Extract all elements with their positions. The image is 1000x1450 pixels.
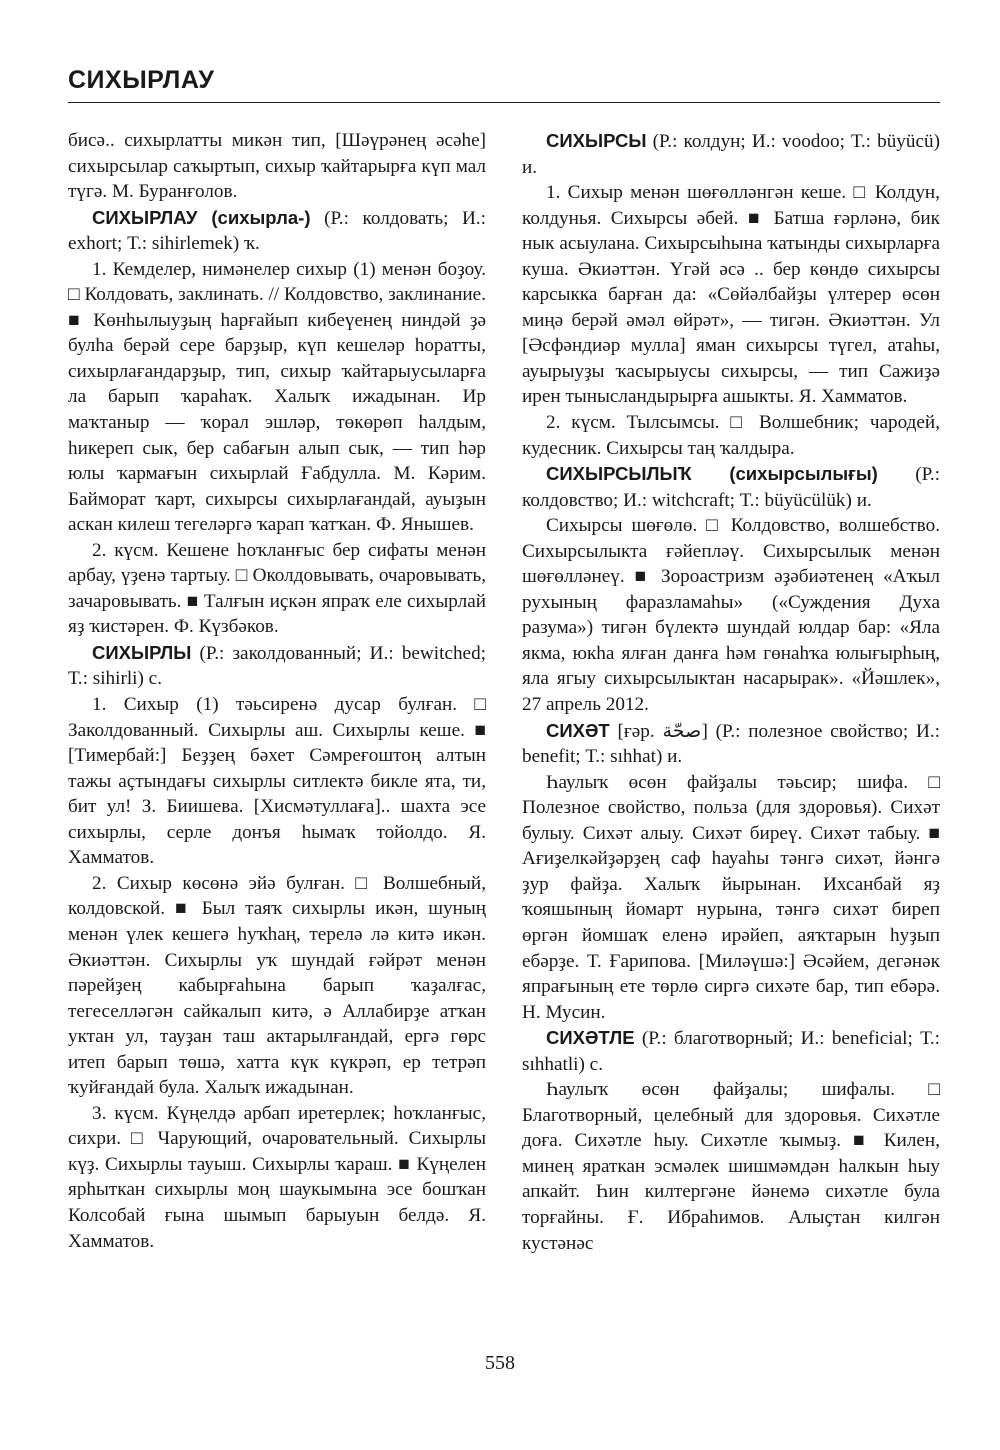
headword: СИХЫРСЫ <box>546 130 647 151</box>
entry-body: Һаулыҡ өсөн файҙалы; шифалы. □ Благотворный, целебный для здоровья. Сихәтле доға. Сихәтле һыу. Сихәтле ҡымыҙ. ■ Килен, минең яраткан эсмәлек шишмәмдән һалкын һыу апкайт. Һин килтергәне йәнемә сихәтле була торғайны. Ғ. Ибраһимов. Алыҫтан килгән кустәнәс <box>522 1079 940 1254</box>
entry-gloss: (Р.: колдун; И.: voodoo; Т.: büyücü) и. <box>522 131 940 178</box>
entry-gloss: [ғәр. صحّة] (Р.: полезное свойство; И.: benefit; Т.: sıhhat) и. <box>522 720 940 768</box>
headword: СИХЫРСЫЛЫҠ (сихырсылығы) <box>546 463 878 485</box>
entry-gloss: (Р.: благотворный; И.: beneficial; Т.: sıhhatli) с. <box>522 1028 940 1075</box>
sense-1: 1. Кемделер, нимәнелер сихыр (1) менән боҙоу. □ Колдовать, заклинать. // Колдовство, заклинание. ■ Көнһылыуҙың һарғайып кибеүенең ниндәй ҙә булһа берәй сере барҙыр, күп кешеләр һоратты, сихырлағандарҙыр, тип, сихыр ҡайтарыусыларға ла барып ҡараһаҡ. Халыҡ ижадынан. Ир маҡтаныр — ҡорал эшләр, төкөрөп һалдым, һикереп сык, бер сабағын алып сык, — тип һәр юлы ҡармағын сихырлай Ғабдулла. М. Кәрим. Байморат ҡарт, сихырсы сихырлағандай, ауыҙын аскан килеш тегеләргә ҡарап ҡатҡан. Ф. Янышев. <box>68 258 486 536</box>
entry-sihat-head <box>522 718 940 770</box>
sense-1: 1. Сихыр менән шөғөлләнгән кеше. □ Колдун, колдунья. Сихырсы әбей. ■ Батша ғәрләнә, бик нык асыулана. Сихырсыһына ҡатынды сихырларға куша. Әкиәттән. Үгәй әсә .. бер көндө сихырсы карсыкка барған да: «Сөйәлбайҙы үлтерер өсөн миңә берәй әмәл өйрәт», — тигән. Әкиәттән. Ул [Әсфәндиәр мулла] яман сихырсы түгел, атаһы, ауырыуҙы ҡасырыусы сихырсы, — тип Сажиҙә ирен тынысландырырға ашыкты. Я. Хамматов. <box>522 182 940 408</box>
sense-2: 2. күсм. Тылсымсы. □ Волшебник; чародей, кудесник. Сихырсы таң ҡалдыра. <box>522 412 940 459</box>
entry-sihyrsylyk-head <box>522 461 940 513</box>
sense-2: 2. күсм. Кешене һоҡланғыс бер сифаты менән арбау, үҙенә тартыу. □ Околдовывать, очаровывать, зачаровывать. ■ Талғын иҫкән япраҡ еле сихырлай яҙ ҡистәрен. Ф. Күзбәков. <box>68 539 486 638</box>
entry-gloss: (Р.: заколдованный; И.: bewitched; Т.: sihirli) с. <box>68 642 486 690</box>
entry-body: Сихырсы шөғөлө. □ Колдовство, волшебство. Сихырсылыкта ғәйепләү. Сихырсылык менән шөғөлләнеү. ■ Зороастризм әҙәбиәтенең «Аҡыл рухының фаразламаһы» («Суждения Духа разума») тигән бүлектә шундай юлдар бар: «Яла якма, юкһа ялған данға һәм гөнаһҡа юлығырһың, яла ягыу сихырсылыктан насарырак». «Йәшлек», 27 апрель 2012. <box>522 515 940 716</box>
entry-sihatle-head <box>522 1025 940 1077</box>
sense-1: 1. Сихыр (1) тәьсиренә дусар булған. □ Заколдованный. Сихырлы аш. Сихырлы кеше. ■ [Тимербай:] Беҙҙең бәхет Сәмреғоштоң алтын тажы аҫтындағы сихырлы ситлектә бикле ята, ти, бит ул! З. Биишева. [Хисмәтуллаға].. шахта эсе сихырлы, серле донъя һымаҡ тойолдо. Я. Хамматов. <box>68 694 486 869</box>
page-number: 558 <box>485 1352 515 1374</box>
entry-body: Һаулыҡ өсөн файҙалы тәьсир; шифа. □ Полезное свойство, польза (для здоровья). Сихәт булыу. Сихәт алыу. Сихәт биреү. Сихәт табыу. ■ Ағиҙелкәйҙәрҙең саф һауаһы тәнгә сихәт, йәнгә ҙур файҙа. Халыҡ йырынан. Ихсанбай яҙ ҡояшының йомарт нурына, тәнгә сихәт биреп өргән йомшаҡ еленә ирәйеп, аяҡтарын һуҙып ебәрҙе. Т. Ғарипова. [Миләүшә:] Әсәйем, дегәнәк япрағының ете төрлө сиргә сихәте бар, тип ебәрә. Н. Мусин. <box>522 771 940 1023</box>
headword: СИХӘТ <box>546 719 610 741</box>
header-rule <box>68 102 940 103</box>
headword: СИХӘТЛЕ <box>546 1027 635 1049</box>
entry-sihyrsy-head <box>522 128 940 180</box>
running-head: СИХЫРЛАУ <box>68 66 215 94</box>
right-column <box>522 128 940 1256</box>
entry-sihyrly-head <box>68 640 486 692</box>
sense-3: 3. күсм. Күңелдә арбап иретерлек; һоҡланғыс, сихри. □ Чарующий, очаровательный. Сихырлы күҙ. Сихырлы тауыш. Сихырлы ҡараш. ■ Күңелен ярһыткан сихырлы моң шаукымына эсе бошҡан Колсобай ғына шымып барыуын белдә. Я. Хамматов. <box>68 1102 486 1252</box>
headword: СИХЫРЛАУ (сихырла-) <box>92 206 311 228</box>
sense-2: 2. Сихыр көсөнә эйә булған. □ Волшебный, колдовской. ■ Был таяҡ сихырлы икән, шуның менән үлек кешегә һуҡһаң, терелә лә китә икән. Әкиәттән. Сихырлы уҡ шундай ғәйрәт менән пәрейҙең кабырғаһына барып ҡаҙалғас, тегеселләгән сайкалып китә, ә Аллабирҙе атҡан уктан ул, тауҙан таш актарылғандай, ергә гөрс итеп барып төшә, хатта күк күкрәп, ер тетрәп ҡуйғандай була. Халыҡ ижадынан. <box>68 872 486 1099</box>
left-column <box>68 128 486 1254</box>
entry-gloss: (Р.: колдовать; И.: exhort; Т.: sihirlemek) ҡ. <box>68 207 487 255</box>
entry-continuation: бисә.. сихырлатты микән тип, [Шәүрәнең әсәһе] сихырсылар саҡыртып, сихыр ҡайтарырға күп мал түгә. М. Буранғолов. <box>68 130 486 203</box>
entry-sihyrlau-head <box>68 205 486 257</box>
entry-gloss: (Р.: колдовство; И.: witchcraft; Т.: büyücülük) и. <box>522 464 940 511</box>
headword: СИХЫРЛЫ <box>92 641 192 663</box>
